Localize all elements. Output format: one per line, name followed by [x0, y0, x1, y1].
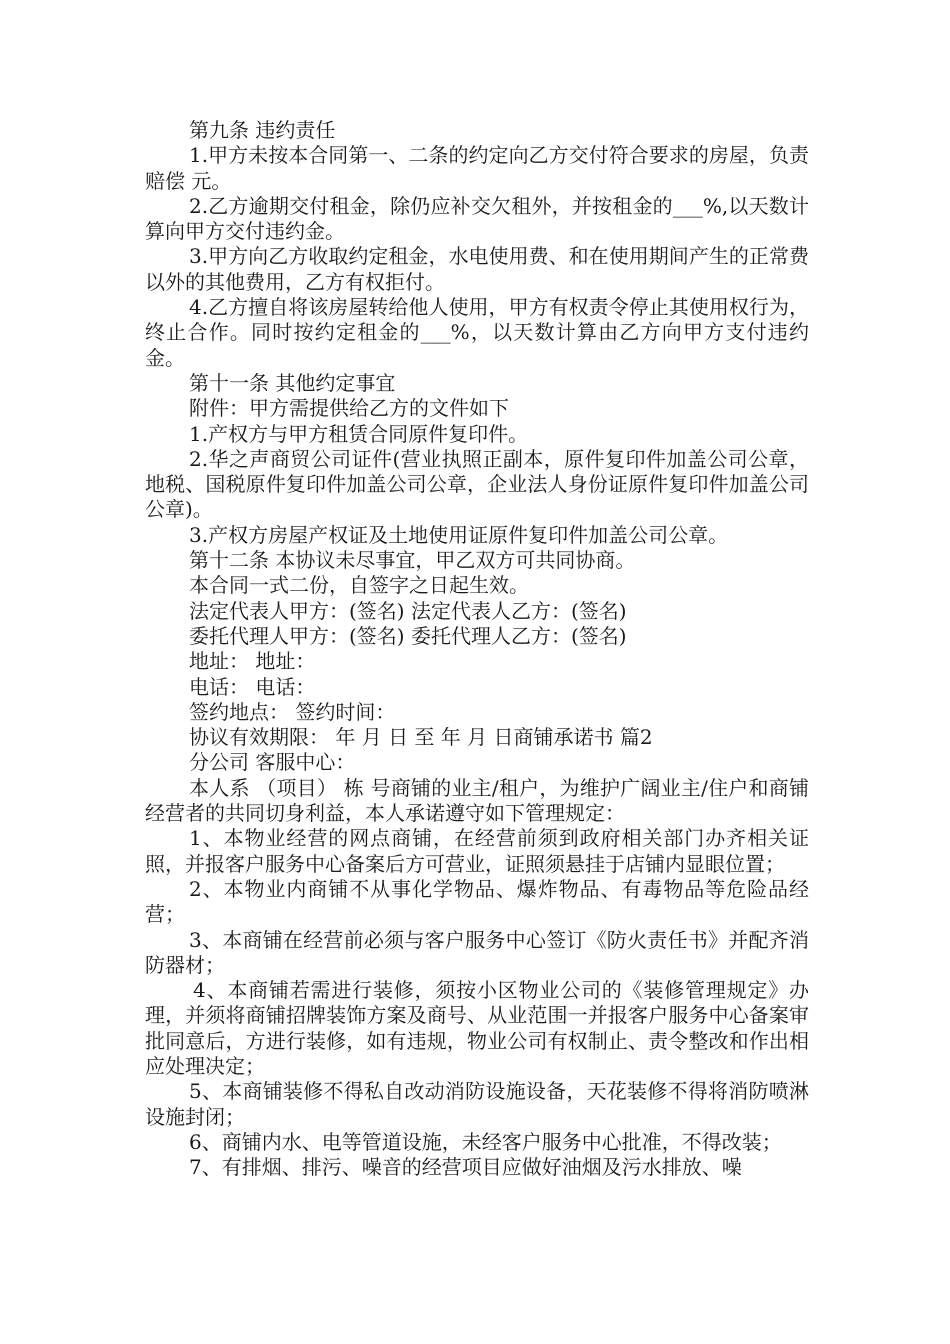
address-line: 地址： 地址：: [189, 649, 316, 674]
attachment-item: 3.产权方房屋产权证及土地使用证原件复印件加盖公司公章。: [189, 522, 729, 547]
signature-legal-rep: 法定代表人甲方：(签名) 法定代表人乙方：(签名): [189, 598, 627, 623]
rule-item: 3、本商铺在经营前必须与客户服务中心签订《防火责任书》并配齐消防器材；: [145, 927, 809, 977]
attachment-item: 1.产权方与甲方租赁合同原件复印件。: [189, 421, 529, 446]
clause-paragraph: 4.乙方擅自将该房屋转给他人使用，甲方有权责令停止其使用权行为，终止合作。同时按约定租金的___%，以天数计算由乙方向甲方支付违约金。: [145, 295, 809, 370]
document-body: [145, 118, 809, 1180]
rule-item: 4、本商铺若需进行装修，须按小区物业公司的《装修管理规定》办理，并须将商铺招牌装饰方案及商号、从业范围一并报客户服务中心备案审批同意后，方进行装修，如有违规，物业公司有权制止、责令整改和作出相应处理决定；: [145, 978, 809, 1078]
article-heading-11: 第十一条 其他约定事宜: [189, 370, 396, 395]
signature-agent: 委托代理人甲方：(签名) 委托代理人乙方：(签名): [189, 623, 627, 648]
rule-item: 7、有排烟、排污、噪音的经营项目应做好油烟及污水排放、噪: [189, 1155, 742, 1180]
attachment-item: 2.华之声商贸公司证件(营业执照正副本，原件复印件加盖公司公章，地税、国税原件复印件加盖公司公章，企业法人身份证原件复印件加盖公司公章)。: [145, 446, 809, 522]
rule-item: 5、本商铺装修不得私自改动消防设施设备，天花装修不得将消防喷淋设施封闭；: [145, 1079, 809, 1129]
addressee-line: 分公司 客服中心：: [189, 750, 356, 775]
commitment-intro: 本人系 （项目） 栋 号商铺的业主/租户，为维护广阔业主/住户和商铺经营者的共同切身利益，本人承诺遵守如下管理规定：: [145, 775, 809, 826]
rule-item: 2、本物业内商铺不从事化学物品、爆炸物品、有毒物品等危险品经营；: [145, 876, 809, 927]
clause-paragraph: 2.乙方逾期交付租金，除仍应补交欠租外，并按租金的___%,以天数计算向甲方交付违约金。: [145, 193, 809, 244]
clause-paragraph: 3.甲方向乙方收取约定租金，水电使用费、和在使用期间产生的正常费以外的其他费用，乙方有权拒付。: [145, 244, 809, 294]
article-heading-9: 第九条 违约责任: [189, 118, 336, 142]
phone-line: 电话： 电话：: [189, 674, 316, 699]
rule-item: 1、本物业经营的网点商铺，在经营前须到政府相关部门办齐相关证照，并报客户服务中心备案后方可营业，证照须悬挂于店铺内显眼位置；: [145, 826, 809, 876]
attachment-heading: 附件：甲方需提供给乙方的文件如下: [189, 396, 509, 421]
article-heading-12: 第十二条 本协议未尽事宜，甲乙双方可共同协商。: [189, 548, 636, 573]
validity-period: 协议有效期限： 年 月 日 至 年 月 日商铺承诺书 篇2: [189, 725, 653, 750]
effective-clause: 本合同一式二份，自签字之日起生效。: [189, 573, 529, 598]
rule-item: 6、商铺内水、电等管道设施，未经客户服务中心批准，不得改装；: [189, 1129, 782, 1154]
clause-paragraph: 1.甲方未按本合同第一、二条的约定向乙方交付符合要求的房屋，负责赔偿 元。: [145, 143, 809, 193]
signing-place-time: 签约地点： 签约时间：: [189, 699, 396, 724]
